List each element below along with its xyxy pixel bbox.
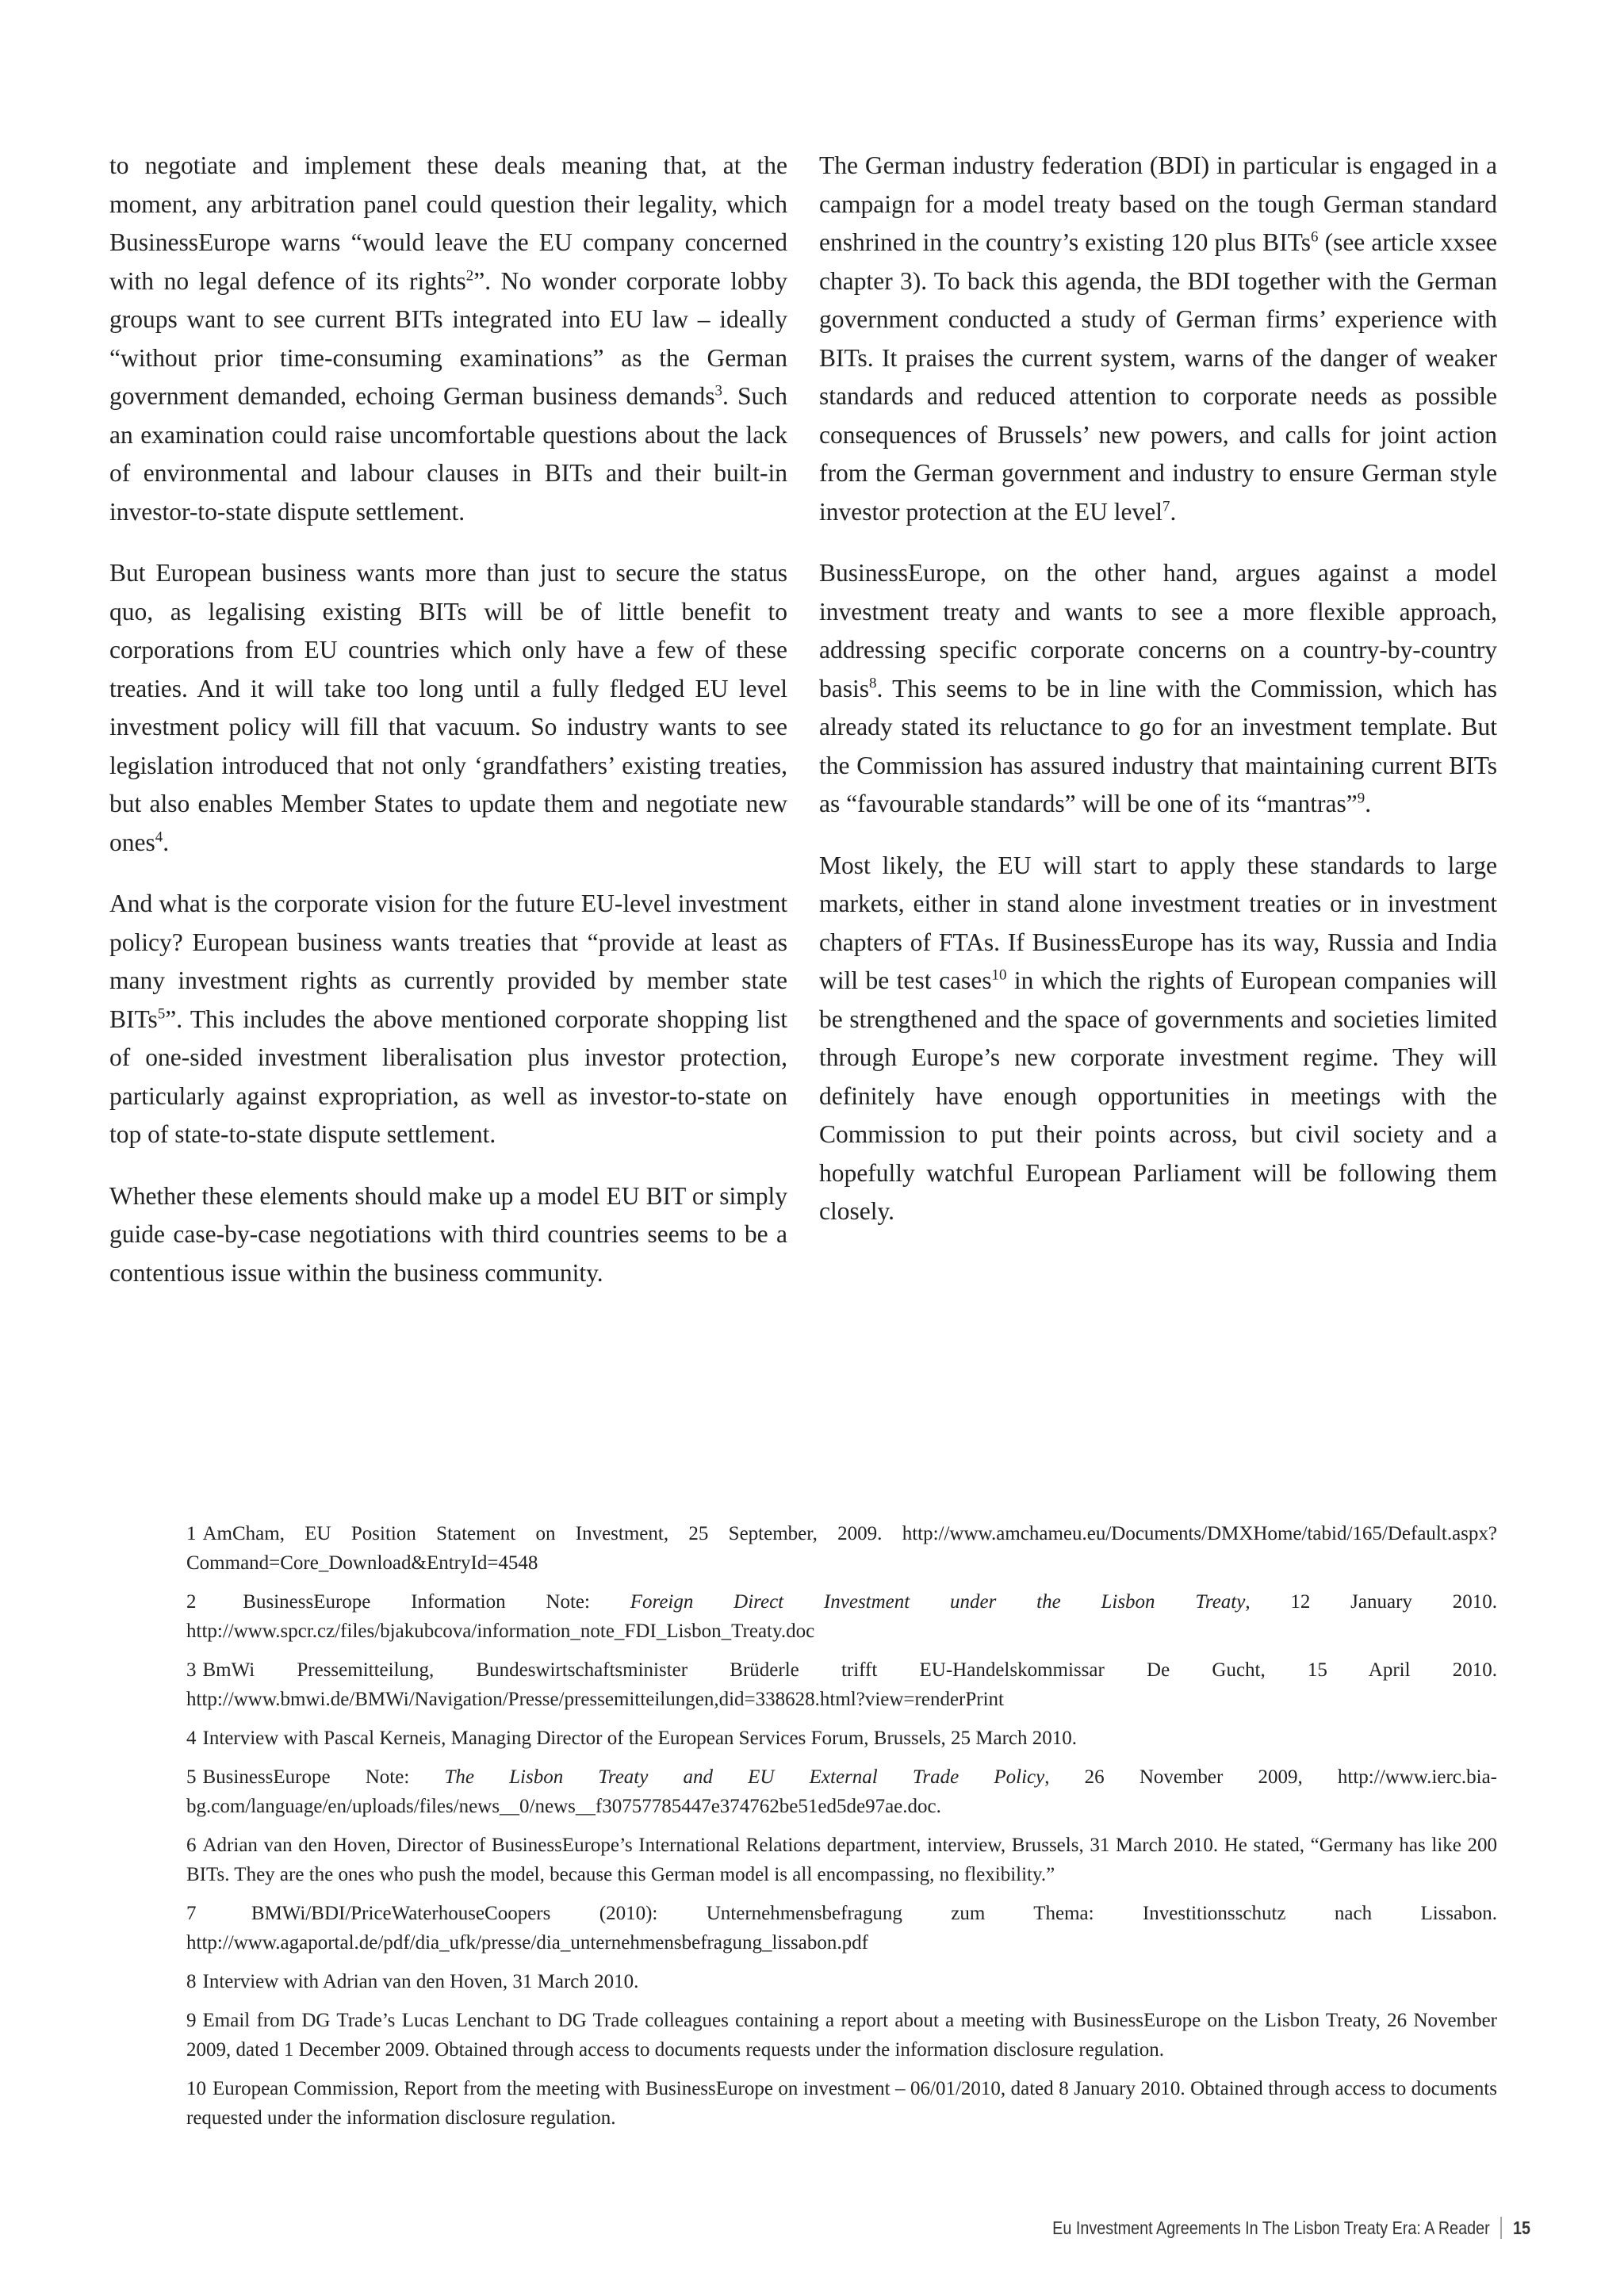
- page-number: 15: [1512, 2217, 1530, 2238]
- text: The German industry federation (BDI) in particular is engaged in a campaign for a model treaty based on the tough German standard enshrined in the country’s existing 120 plus BITs: [819, 151, 1497, 256]
- footnote-number: 4: [186, 1728, 197, 1749]
- footnote-text: BMWi/BDI/PriceWaterhouseCoopers (2010): Unternehmensbefragung zum Thema: Investitionsschutz nach Lissabon. http://www.agaportal.de/pdf/dia_ufk/presse/dia_unternehmensbefragung_lissabon.pdf: [186, 1903, 1497, 1954]
- right-paragraph-2: [819, 554, 1497, 824]
- text: And what is the corporate vision for the future EU-level investment policy? European business wants treaties that “provide at least as many investment rights as currently provided by member state BITs: [109, 890, 787, 1033]
- text: ”. This includes the above mentioned corporate shopping list of one-sided investment liberalisation plus investor protection, particularly against expropriation, as well as investor-to-state on top of state-to-state dispute settlement.: [109, 1004, 787, 1148]
- footnote-9: [186, 2006, 1497, 2064]
- footnote-1: [186, 1519, 1497, 1578]
- page-footer: [1052, 2217, 1530, 2239]
- footnote-text: Adrian van den Hoven, Director of BusinessEurope’s International Relations department, interview, Brussels, 31 March 2010. He stated, “Germany has like 200 BITs. They are the ones who push the model, because this German model is all encompassing, no flexibility.”: [186, 1835, 1497, 1885]
- right-column: [819, 147, 1497, 1254]
- footnote-number: 8: [186, 1971, 197, 1992]
- footnote-text: BusinessEurope Note:: [202, 1766, 445, 1788]
- text: . Such an examination could raise uncomfortable questions about the lack of environmental and labour clauses in BITs and their built-in investor-to-state dispute settlement.: [109, 382, 787, 526]
- left-paragraph-2: [109, 554, 787, 862]
- footnote-text: European Commission, Report from the meeting with BusinessEurope on investment – 06/01/2010, dated 8 January 2010. Obtained through access to documents requested under the information disclosure regulation.: [186, 2078, 1497, 2129]
- footnote-number: 7: [186, 1903, 197, 1924]
- footnote-6: [186, 1831, 1497, 1889]
- footnote-10: [186, 2074, 1497, 2133]
- footnote-text: , 26 November 2009, http://www.ierc.bia-bg.com/language/en/uploads/files/news__0/news__f30757785447e374762be51ed5de97ae.doc.: [186, 1766, 1498, 1817]
- footnote-ref: 6: [1310, 228, 1319, 246]
- footnote-ref: 7: [1162, 498, 1170, 515]
- text: .: [1170, 497, 1177, 526]
- footnote-number: 10: [186, 2078, 206, 2099]
- footnote-ref: 9: [1357, 790, 1365, 807]
- text: BusinessEurope, on the other hand, argues against a model investment treaty and wants to see a more flexible approach, addressing specific corporate concerns on a country-by-country basis: [819, 559, 1497, 702]
- footnote-text: Interview with Pascal Kerneis, Managing Director of the European Services Forum, Brussels, 25 March 2010.: [202, 1728, 1078, 1749]
- footnote-text: Interview with Adrian van den Hoven, 31 March 2010.: [202, 1971, 639, 1992]
- footnote-2: [186, 1587, 1497, 1646]
- footnote-number: 6: [186, 1835, 197, 1856]
- text: Most likely, the EU will start to apply these standards to large markets, either in stand alone investment treaties or in investment chapters of FTAs. If BusinessEurope has its way, Russia and India will be test cases: [819, 851, 1497, 994]
- footnote-number: 2: [186, 1591, 197, 1613]
- footnote-ref: 2: [465, 267, 474, 284]
- right-paragraph-3: [819, 847, 1497, 1231]
- text: . This seems to be in line with the Commission, which has already stated its reluctance to go for an investment template. But the Commission has assured industry that maintaining current BITs as “favourable standards” will be one of its “mantras”: [819, 674, 1497, 817]
- footnote-ref: 3: [714, 382, 722, 400]
- footnote-number: 9: [186, 2010, 197, 2031]
- footnote-text: BusinessEurope Information Note:: [202, 1591, 630, 1613]
- text: to negotiate and implement these deals meaning that, at the moment, any arbitration panel could question their legality, which BusinessEurope warns “would leave the EU company concerned with no legal defence of its rights: [109, 151, 787, 295]
- footnote-3: [186, 1655, 1497, 1714]
- footnote-number: 3: [186, 1659, 197, 1681]
- footer-divider: [1501, 2217, 1503, 2239]
- footnote-text: BmWi Pressemitteilung, Bundeswirtschaftsminister Brüderle trifft EU-Handelskommissar De Gucht, 15 April 2010. http://www.bmwi.de/BMWi/Navigation/Presse/pressemitteilungen,did=338628.html?view=renderPrint: [186, 1659, 1497, 1710]
- footnote-number: 1: [186, 1523, 197, 1544]
- footnote-ref: 4: [155, 828, 163, 845]
- footnote-4: [186, 1724, 1497, 1753]
- footnote-5: [186, 1762, 1497, 1821]
- text: .: [163, 828, 170, 856]
- footnote-text: , 12 January 2010. http://www.spcr.cz/files/bjakubcova/information_note_FDI_Lisbon_Treaty.doc: [186, 1591, 1497, 1642]
- footnote-text: Email from DG Trade’s Lucas Lenchant to DG Trade colleagues containing a report about a meeting with BusinessEurope on the Lisbon Treaty, 26 November 2009, dated 1 December 2009. Obtained through access to documents requests under the information disclosure regulation.: [186, 2010, 1497, 2061]
- text: ”. No wonder corporate lobby groups want to see current BITs integrated into EU law – ideally “without prior time-consuming examinations” as the German government demanded, echoing German business demands: [109, 266, 787, 410]
- footnote-7: [186, 1899, 1497, 1957]
- footnotes: [186, 1519, 1497, 2142]
- footnote-ref: 10: [991, 966, 1007, 984]
- footnote-8: [186, 1967, 1497, 1996]
- left-paragraph-3: [109, 885, 787, 1154]
- footnote-ref: 8: [869, 675, 877, 691]
- left-column: [109, 147, 787, 1315]
- text: (see article xxsee chapter 3). To back this agenda, the BDI together with the German government conducted a study of German firms’ experience with BITs. It praises the current system, warns of the danger of weaker standards and reduced attention to corporate needs as possible consequences of Brussels’ new powers, and calls for joint action from the German government and industry to ensure German style investor protection at the EU level: [819, 228, 1497, 526]
- text: But European business wants more than just to secure the status quo, as legalising existing BITs will be of little benefit to corporations from EU countries which only have a few of these treaties. And it will take too long until a fully fledged EU level investment policy will fill that vacuum. So industry wants to see legislation introduced that not only ‘grandfathers’ existing treaties, but also enables Member States to update them and negotiate new ones: [109, 559, 787, 856]
- footnote-title: The Lisbon Treaty and EU External Trade Policy: [444, 1766, 1045, 1788]
- left-paragraph-4: Whether these elements should make up a model EU BIT or simply guide case-by-case negotiations with third countries seems to be a contentious issue within the business community.: [109, 1181, 787, 1287]
- footnote-text: AmCham, EU Position Statement on Investment, 25 September, 2009. http://www.amchameu.eu/Documents/DMXHome/tabid/165/Default.aspx?Command=Core_Download&EntryId=4548: [186, 1523, 1497, 1574]
- footnote-ref: 5: [157, 1005, 166, 1022]
- text: .: [1365, 790, 1372, 817]
- publication-title: Eu Investment Agreements In The Lisbon Treaty Era: A Reader: [1052, 2217, 1490, 2238]
- text: in which the rights of European companies will be strengthened and the space of governments and societies limited through Europe’s new corporate investment regime. They will definitely have enough opportunities in meetings with the Commission to put their points across, but civil society and a hopefully watchful European Parliament will be following them closely.: [819, 966, 1497, 1225]
- footnote-number: 5: [186, 1766, 197, 1788]
- footnote-title: Foreign Direct Investment under the Lisbon Treaty: [630, 1591, 1246, 1613]
- right-paragraph-1: [819, 147, 1497, 531]
- left-paragraph-1: [109, 147, 787, 531]
